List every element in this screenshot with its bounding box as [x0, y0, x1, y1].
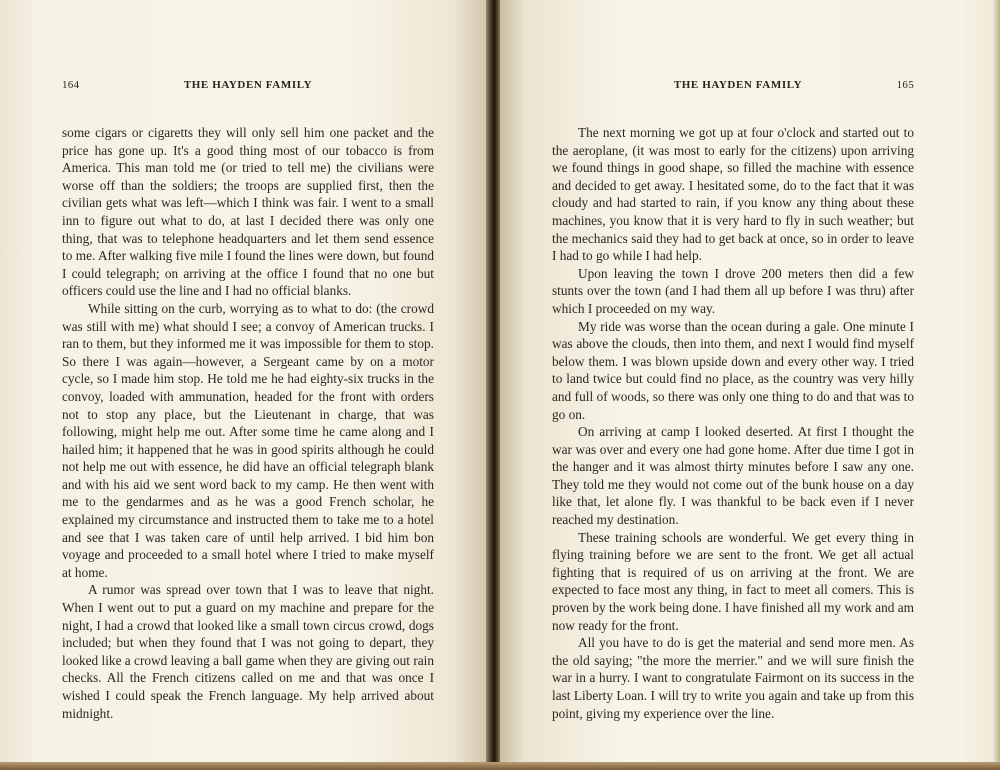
cover-edge [0, 762, 1000, 770]
paragraph: Upon leaving the town I drove 200 meters then did a few stunts over the town (and I had them all up before I was thru) after which I proceeded on my way. [552, 265, 914, 316]
paragraph: some cigars or cigaretts they will only sell him one packet and the price has gone up. It's a good thing most of our tobacco is from America. This man told me (or tried to tell me) the civilians were worse off than the soldiers; the troops are supplied first, then the civilian gets what was left—which I think was fair. I went to a small inn to figure out what to do, at last I decided there was only one thing, that was to telephone headquarters and let them send essence to me. After walking five mile I found the lines were down, but found I could telegraph; on arriving at the office I found that no one but officers could use the line and I had no official blanks. [62, 125, 434, 299]
paragraph: The next morning we got up at four o'clock and started out to the aeroplane, (it was most to early for the citizens) upon arriving we found things in good shape, so filled the machine with essence and decided to get away. I hesitated some, do to the fact that it was cloudy and had started to rain, if you know any thing about these machines, you know that it is very hard to fly in such weather; but the mechanics said they had to get back at once, so in order to leave I had to go while I had help. [552, 125, 914, 264]
running-head: THE HAYDEN FAMILY [183, 79, 313, 91]
paragraph: All you have to do is get the material and send more men. As the old saying; "the more the merrier." and we will sure finish the war in a hurry. I want to congratulate Fairmont on its success in the last Liberty Loan. I will try to write you again and take up from this point, giving my experience over the line. [552, 635, 914, 721]
page-number: 164 [62, 79, 80, 91]
left-page [0, 0, 488, 770]
right-page-body [552, 124, 914, 722]
paragraph: On arriving at camp I looked deserted. At first I thought the war was over and every one had gone home. After due time I got in the hanger and it was almost thirty minutes before I saw any one. They told me they would not come out of the bunk house on a day like that, let alone fly. I was thankful to be back even if I never reached my destination. [552, 424, 914, 528]
paragraph: These training schools are wonderful. We get every thing in flying training before we are sent to the front. We get all actual fighting that is required of us on arriving at the front. We are expected to face most any thing, in fact to meet all comers. This is proven by the work being done. I have finished all my work and am now ready for the front. [552, 529, 914, 633]
running-head: THE HAYDEN FAMILY [673, 79, 803, 91]
paragraph: While sitting on the curb, worrying as to what to do: (the crowd was still with me) what should I see; a convoy of American trucks. I ran to them, but they informed me it was impossible for them to stop. So there I was again—however, a Sergeant came by on a motor cycle, so I made him stop. He told me he had eighty-six trucks in the convoy, loaded with ammunation, headed for the front with orders not to stop any place, but the Lieutenant in charge, that was following, might help me out. After some time he came along and I hailed him; it happened that he was in good spirits although he could not help me out with essence, he did have an official telegraph blank and with his aid we sent word back to my camp. He then went with me to the gendarmes and as he was a good French scholar, he explained my circumstance and instructed them to take me to a hotel and see that I was taken care of until help arrived. I bid him bon voyage and proceeded to a small hotel where I tried to make myself at home. [62, 300, 434, 580]
page-edge [994, 0, 1000, 770]
paragraph: My ride was worse than the ocean during a gale. One minute I was above the clouds, then into them, and next I would find myself below them. I was blown upside down and every other way. I tried to land twice but could find no place, as the country was very hilly and full of woods, so there was only one thing to do and that was to go on. [552, 318, 914, 422]
page-number: 165 [896, 79, 914, 91]
right-page [500, 0, 1000, 770]
paragraph: A rumor was spread over town that I was to leave that night. When I went out to put a guard on my machine and prepare for the night, I had a crowd that looked like a small town circus crowd, dogs included; but when they found that I was not going to depart, they looked like a crowd leaving a ball game when they are giving out rain checks. All the French citizens called on me and that was once I wished I could speak the French language. My help arrived about midnight. [62, 582, 434, 721]
left-page-body [62, 124, 434, 722]
